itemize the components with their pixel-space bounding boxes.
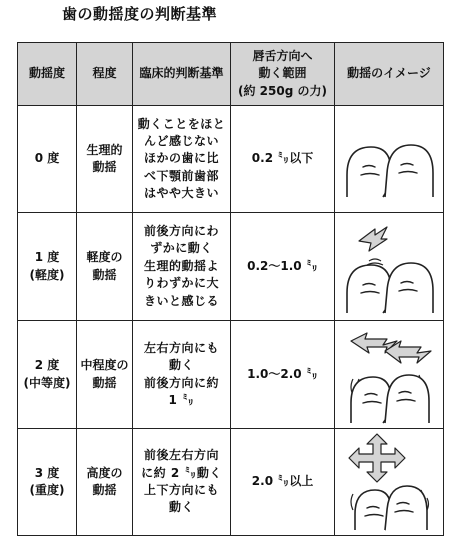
teeth-slight-motion-icon [341,217,437,317]
degree-cell: 高度の 動揺 [77,429,133,536]
range-cell: 0.2 ㍉以下 [231,106,335,213]
criteria-cell: 左右方向にも 動く 前後方向に約 1 ㍉ [133,321,231,429]
mobility-criteria-table [17,42,444,536]
degree-cell: 軽度の 動揺 [77,213,133,321]
table-header-row [18,43,444,106]
degree-cell: 生理的 動揺 [77,106,133,213]
grade-cell: 1 度 (軽度) [18,213,77,321]
degree-cell: 中程度の 動揺 [77,321,133,429]
table-row [18,429,444,536]
image-cell [335,106,444,213]
range-cell: 2.0 ㍉以上 [231,429,335,536]
table-row [18,106,444,213]
image-cell [335,429,444,536]
table-row [18,213,444,321]
teeth-severe-motion-icon [341,432,437,532]
criteria-cell: 前後左右方向 に約 2 ㍉動く 上下方向にも 動く [133,429,231,536]
criteria-cell: 動くことをほと んど感じない ほかの歯に比 べ下顎前歯部 はやや大きい [133,106,231,213]
header-range: 唇舌方向へ 動く範囲 (約 250g の力) [231,43,335,106]
grade-cell: 2 度 (中等度) [18,321,77,429]
page-title: 歯の動揺度の判断基準 [62,5,218,23]
range-cell: 1.0〜2.0 ㍉ [231,321,335,429]
teeth-moderate-motion-icon [341,325,437,425]
header-criteria: 臨床的判断基準 [133,43,231,106]
grade-cell: 3 度 (重度) [18,429,77,536]
header-grade: 動揺度 [18,43,77,106]
criteria-cell: 前後方向にわ ずかに動く 生理的動揺よ りわずかに大 きいと感じる [133,213,231,321]
teeth-still-icon [341,117,437,201]
grade-cell: 0 度 [18,106,77,213]
header-degree: 程度 [77,43,133,106]
header-image: 動揺のイメージ [335,43,444,106]
image-cell [335,213,444,321]
image-cell [335,321,444,429]
range-cell: 0.2〜1.0 ㍉ [231,213,335,321]
table-row [18,321,444,429]
